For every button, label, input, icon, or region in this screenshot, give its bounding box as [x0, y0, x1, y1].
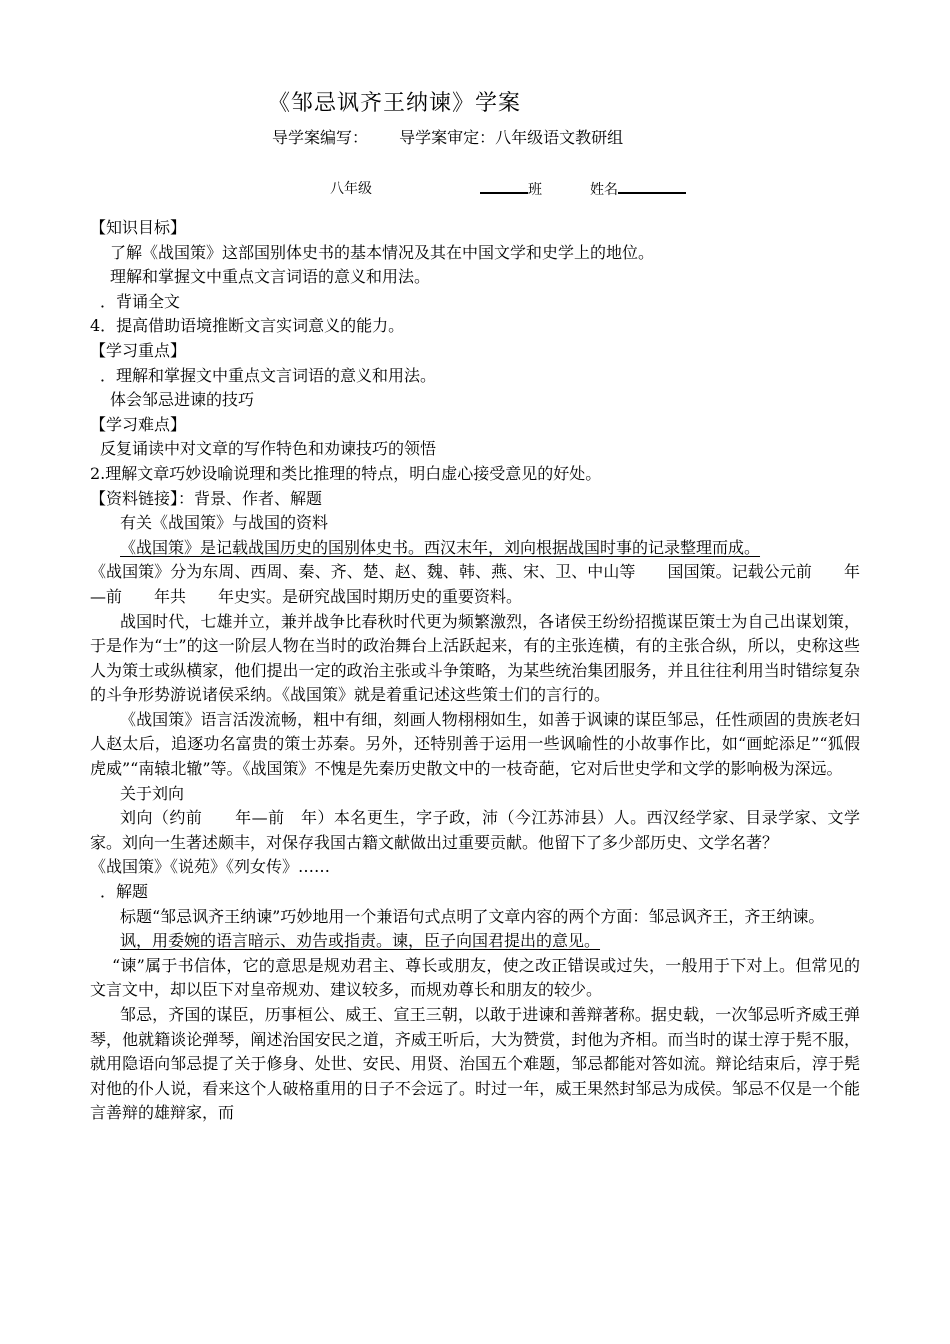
resource-subheading: 关于刘向 [120, 783, 185, 803]
grade-label: 八年级 [330, 181, 372, 197]
resource-subheading: 有关《战国策》与战国的资料 [120, 513, 329, 533]
key-point-item: ．理解和掌握文中重点文言词语的意义和用法。 [100, 365, 437, 385]
underlined-text: 讽，用委婉的语言暗示、劝告或指责。谏，臣子向国君提出的意见。 [120, 931, 601, 951]
content-body [90, 216, 860, 1126]
resource-paragraph: 标题“邹忌讽齐王纳谏”巧妙地用一个兼语句式点明了文章内容的两个方面：邹忌讽齐王，齐王纳谏。 [120, 906, 825, 926]
key-point-item: 体会邹忌进谏的技巧 [110, 390, 255, 410]
resource-paragraph: “谏”属于书信体，它的意思是规劝君主、尊长或朋友，使之改正错误或过失，一般用于下对上。但常见的文言文中，却以臣下对皇帝规劝、建议较多，而规劝尊长和朋友的较少。 [90, 955, 860, 1000]
resource-paragraph: 战国时代，七雄并立，兼并战争比春秋时代更为频繁激烈，各诸侯王纷纷招揽谋臣策士为自己出谋划策，于是作为“士”的这一阶层人物在当时的政治舞台上活跃起来，有的主张连横，有的主张合纵，所以，史称这些人为策士或纵横家，他们提出一定的政治主张或斗争策略，为某些统治集团服务，并且往往利用当时错综复杂的斗争形势游说诸侯采纳。《战国策》就是着重记述这些策士们的言行的。 [90, 611, 860, 705]
document-title: 《邹忌讽齐王纳谏》学案 [268, 91, 522, 116]
name-label: 姓名 [590, 182, 618, 198]
knowledge-item: 了解《战国策》这部国别体史书的基本情况及其在中国文学和史学上的地位。 [110, 242, 655, 262]
key-points-heading: 【学习重点】 [90, 340, 187, 360]
name-field [590, 178, 686, 199]
underlined-text: 《战国策》是记载战国历史的国别体史书。西汉末年，刘向根据战国时事的记录整理而成。 [120, 537, 761, 557]
knowledge-item: 理解和掌握文中重点文言词语的意义和用法。 [110, 267, 431, 287]
reviewer-label: 导学案审定：八年级语文教研组 [399, 128, 624, 147]
resource-subheading: ．解题 [100, 882, 149, 902]
class-label: 班 [528, 182, 542, 198]
knowledge-heading: 【知识目标】 [90, 218, 187, 237]
resource-paragraph: 《战国策》分为东周、西周、秦、齐、楚、赵、魏、韩、燕、宋、卫、中山等 国国策。记载公元前 年—前 年共 年史实。是研究战国时期历史的重要资料。 [90, 562, 860, 606]
difficulties-heading: 【学习难点】 [90, 414, 187, 434]
knowledge-item: 4．提高借助语境推断文言实词意义的能力。 [90, 316, 405, 336]
authorship-line [272, 125, 649, 148]
resource-paragraph: 邹忌，齐国的谋臣，历事桓公、威王、宣王三朝，以敢于进谏和善辩著称。据史载，一次邹忌听齐威王弹琴，他就籍谈论弹琴，阐述治国安民之道，齐威王听后，大为赞赏，封他为齐相。而当时的谋士淳于髡不服，就用隐语向邹忌提了关于修身、处世、安民、用贤、治国五个难题，邹忌都能对答如流。辩论结束后，淳于髡对他的仆人说，看来这个人破格重用的日子不会远了。时过一年，威王果然封邹忌为成侯。邹忌不仅是一个能言善辩的雄辩家，而 [90, 1005, 860, 1123]
class-blank[interactable] [480, 178, 528, 194]
difficulty-item: 2.理解文章巧妙设喻说理和类比推理的特点，明白虚心接受意见的好处。 [90, 463, 602, 483]
resources-heading: 【资料链接】：背景、作者、解题 [90, 488, 323, 508]
editor-label: 导学案编写： [272, 128, 369, 147]
resource-paragraph: 《战国策》语言活泼流畅，粗中有细，刻画人物栩栩如生，如善于讽谏的谋臣邹忌，任性顽固的贵族老妇人赵太后，追逐功名富贵的策士苏秦。另外，还特别善于运用一些讽喻性的小故事作比，如“画蛇添足”“狐假虎威”“南辕北辙”等。《战国策》不愧是先秦历史散文中的一枝奇葩，它对后世史学和文学的影响极为深远。 [90, 709, 860, 779]
resource-underlined-sentence [90, 929, 860, 954]
knowledge-item: ．背诵全文 [100, 291, 181, 311]
class-field [480, 178, 542, 199]
resource-underlined-sentence [90, 536, 860, 561]
resource-paragraph: 刘向（约前 年—前 年）本名更生，字子政，沛（今江苏沛县）人。西汉经学家、目录学家、文学家。刘向一生著述颇丰，对保存我国古籍文献做出过重要贡献。他留下了多少部历史、文学名著？ [90, 808, 860, 852]
difficulty-item: 反复诵读中对文章的写作特色和劝谏技巧的领悟 [100, 439, 437, 459]
resource-paragraph: 《战国策》《说苑》《列女传》…… [90, 857, 331, 877]
name-blank[interactable] [618, 178, 686, 194]
